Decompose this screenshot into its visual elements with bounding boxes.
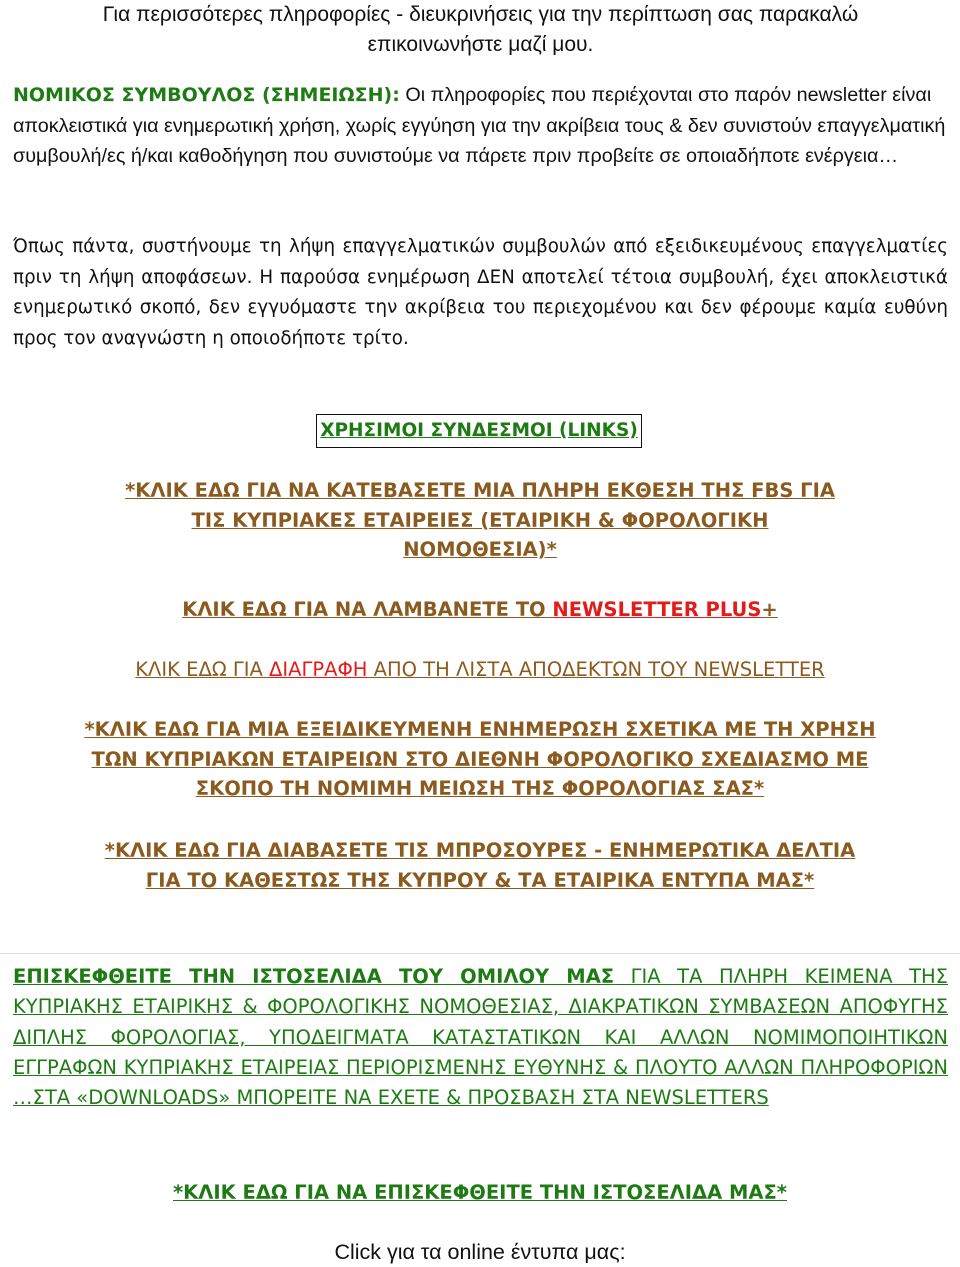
specialized-briefing-link[interactable] <box>0 715 960 804</box>
specialized-briefing-line-2[interactable]: ΤΩΝ ΚΥΠΡΙΑΚΩΝ ΕΤΑΙΡΕΙΩΝ ΣΤΟ ΔΙΕΘΝΗ ΦΟΡΟΛΟΓΙΚΟ ΣΧΕΔΙΑΣΜΟ ΜΕ <box>91 747 869 771</box>
section-divider <box>0 953 960 954</box>
newsletter-plus-highlight[interactable]: NEWSLETTER PLUS <box>552 598 762 621</box>
brochures-link-line-2[interactable]: ΓΙΑ ΤΟ ΚΑΘΕΣΤΩΣ ΤΗΣ ΚΥΠΡΟΥ & ΤΑ ΕΤΑΙΡΙΚΑ ΕΝΤΥΠΑ ΜΑΣ* <box>145 868 815 892</box>
fbs-report-link-line-1[interactable]: *ΚΛΙΚ ΕΔΩ ΓΙΑ ΝΑ ΚΑΤΕΒΑΣΕΤΕ ΜΙΑ ΠΛΗΡΗ ΕΚΘΕΣΗ ΤΗΣ FBS ΓΙΑ <box>125 479 835 502</box>
group-website-link[interactable] <box>13 962 948 1113</box>
legal-disclaimer <box>13 80 948 172</box>
fbs-report-link[interactable] <box>0 476 960 565</box>
unsubscribe-link-prefix[interactable]: ΚΛΙΚ ΕΔΩ ΓΙΑ <box>135 658 270 681</box>
newsletter-plus-suffix[interactable]: + <box>761 598 778 621</box>
intro-line-1: Για περισσότερες πληροφορίες - διευκρινήσεις για την περίπτωση σας παρακαλώ <box>102 3 859 26</box>
legal-disclaimer-body: Οι πληροφορίες που περιέχονται στο παρόν newsletter είναι αποκλειστικά για ενημερωτική χρήση, χωρίς εγγύηση για την ακρίβεια τους & δεν συνιστούν επαγγελματική συμβουλή/ες ή/και καθοδήγηση που συνιστούμε να πάρετε πριν προβείτε σε οποιαδήποτε ενέργεια… <box>13 84 946 167</box>
online-forms-label: Click για τα online έντυπα μας: <box>334 1240 626 1264</box>
specialized-briefing-line-3[interactable]: ΣΚΟΠΟ ΤΗ ΝΟΜΙΜΗ ΜΕΙΩΣΗ ΤΗΣ ΦΟΡΟΛΟΓΙΑΣ ΣΑΣ* <box>195 777 765 800</box>
fbs-report-link-line-2[interactable]: ΤΙΣ ΚΥΠΡΙΑΚΕΣ ΕΤΑΙΡΕΙΕΣ (ΕΤΑΙΡΙΚΗ & ΦΟΡΟΛΟΓΙΚΗ <box>191 508 769 532</box>
brochures-link-line-1[interactable]: *ΚΛΙΚ ΕΔΩ ΓΙΑ ΔΙΑΒΑΣΕΤΕ ΤΙΣ ΜΠΡΟΣΟΥΡΕΣ - ΕΝΗΜΕΡΩΤΙΚΑ ΔΕΛΤΙΑ <box>104 839 856 862</box>
unsubscribe-link[interactable] <box>0 655 960 685</box>
unsubscribe-link-suffix[interactable]: ΑΠΟ ΤΗ ΛΙΣΤΑ ΑΠΟΔΕΚΤΩΝ ΤΟΥ NEWSLETTER <box>367 658 825 681</box>
group-website-link-bold[interactable]: ΕΠΙΣΚΕΦΘΕΙΤΕ ΤΗΝ ΙΣΤΟΣΕΛΙΔΑ ΤΟΥ ΟΜΙΛΟΥ ΜΑΣ <box>13 965 615 988</box>
useful-links-heading-wrap <box>0 414 960 448</box>
intro-paragraph <box>13 0 948 60</box>
visit-website-link[interactable] <box>0 1178 960 1208</box>
specialized-briefing-line-1[interactable]: *ΚΛΙΚ ΕΔΩ ΓΙΑ ΜΙΑ ΕΞΕΙΔΙΚΕΥΜΕΝΗ ΕΝΗΜΕΡΩΣΗ ΣΧΕΤΙΚΑ ΜΕ ΤΗ ΧΡΗΣΗ <box>84 718 876 741</box>
intro-line-2: επικοινωνήστε μαζί μου. <box>367 33 594 56</box>
legal-disclaimer-heading: ΝΟΜΙΚΟΣ ΣΥΜΒΟΥΛΟΣ (ΣΗΜΕΙΩΣΗ): <box>13 84 400 106</box>
brochures-link[interactable] <box>0 836 960 895</box>
advice-paragraph <box>13 232 948 354</box>
newsletter-plus-link[interactable] <box>0 595 960 625</box>
advice-text: Όπως πάντα, συστήνουμε τη λήψη επαγγελματικών συμβουλών από εξειδικευμένους επαγγελματίες πριν τη λήψη αποφάσεων. Η παρούσα ενημέρωση ΔΕΝ αποτελεί τέτοια συμβουλή, έχει αποκλειστικά ενημερωτικό σκοπό, δεν εγγυόμαστε την ακρίβεια του περιεχομένου και δεν φέρουμε καμία ευθύνη προς τον αναγνώστη η οποιοδήποτε τρίτο. <box>13 236 948 349</box>
unsubscribe-highlight[interactable]: ΔΙΑΓΡΑΦΗ <box>269 658 368 681</box>
useful-links-heading[interactable]: ΧΡΗΣΙΜΟΙ ΣΥΝΔΕΣΜΟΙ (LINKS) <box>316 414 642 448</box>
group-website-link-text[interactable]: ΓΙΑ ΤΑ ΠΛΗΡΗ ΚΕΙΜΕΝΑ ΤΗΣ ΚΥΠΡΙΑΚΗΣ ΕΤΑΙΡΙΚΗΣ & ΦΟΡΟΛΟΓΙΚΗΣ ΝΟΜΟΘΕΣΙΑΣ, ΔΙΑΚΡΑΤΙΚΩΝ ΣΥΜΒΑΣΕΩΝ ΑΠΟΦΥΓΗΣ ΔΙΠΛΗΣ ΦΟΡΟΛΟΓΙΑΣ, ΥΠΟΔΕΙΓΜΑΤΑ ΚΑΤΑΣΤΑΤΙΚΩΝ ΚΑΙ ΑΛΛΩΝ ΝΟΜΙΜΟΠΟΙΗΤΙΚΩΝ ΕΓΓΡΑΦΩΝ ΚΥΠΡΙΑΚΗΣ ΕΤΑΙΡΕΙΑΣ ΠΕΡΙΟΡΙΣΜΕΝΗΣ ΕΥΘΥΝΗΣ & ΠΛΟΥΤΟ ΑΛΛΩΝ ΠΛΗΡΟΦΟΡΙΩΝ …ΣΤΑ «DOWNLOADS» ΜΠΟΡΕΙΤΕ ΝΑ ΕΧΕΤΕ & ΠΡΟΣΒΑΣΗ ΣΤΑ NEWSLETTERS <box>13 965 948 1110</box>
newsletter-plus-link-text[interactable]: ΚΛΙΚ ΕΔΩ ΓΙΑ ΝΑ ΛΑΜΒΑΝΕΤΕ ΤΟ <box>182 598 553 621</box>
visit-website-link-text[interactable]: *ΚΛΙΚ ΕΔΩ ΓΙΑ ΝΑ ΕΠΙΣΚΕΦΘΕΙΤΕ ΤΗΝ ΙΣΤΟΣΕΛΙΔΑ ΜΑΣ* <box>172 1181 788 1204</box>
fbs-report-link-line-3[interactable]: ΝΟΜΟΘΕΣΙΑ)* <box>403 538 557 561</box>
